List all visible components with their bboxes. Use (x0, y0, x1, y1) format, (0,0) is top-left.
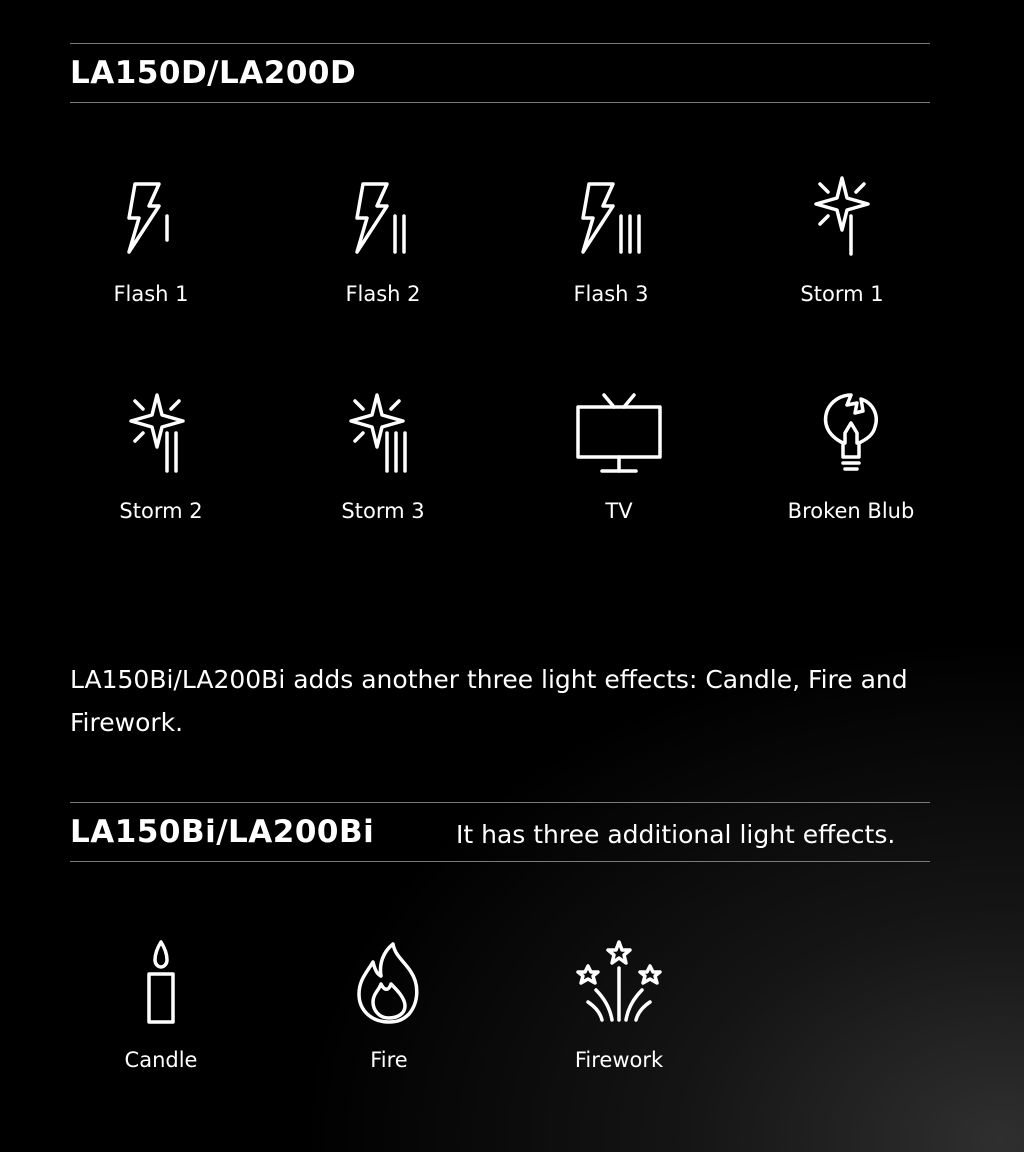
effect-flash-2 (288, 176, 478, 306)
section2-top-rule (70, 802, 930, 803)
effect-fire (294, 940, 484, 1072)
effect-label: Storm 3 (341, 499, 425, 523)
effect-flash-3 (516, 176, 706, 306)
storm-3-icon (343, 393, 423, 477)
flash-3-icon (571, 176, 651, 260)
effect-storm-3 (288, 393, 478, 523)
effect-label: Flash 2 (345, 282, 421, 306)
effect-label: TV (605, 499, 633, 523)
broken-bulb-icon (811, 393, 891, 477)
tv-icon (574, 393, 664, 477)
effect-storm-1 (747, 176, 937, 306)
effect-label: Flash 1 (113, 282, 189, 306)
section2-heading: LA150Bi/LA200Bi (70, 814, 375, 850)
effect-flash-1 (56, 176, 246, 306)
firework-icon (574, 940, 664, 1026)
flash-1-icon (111, 176, 191, 260)
effect-candle (66, 940, 256, 1072)
storm-1-icon (802, 176, 882, 260)
effect-label: Flash 3 (573, 282, 649, 306)
effect-tv (524, 393, 714, 523)
effect-label: Candle (124, 1048, 198, 1072)
effect-firework (524, 940, 714, 1072)
section2-subheading: It has three additional light effects. (456, 820, 896, 849)
note-text: LA150Bi/LA200Bi adds another three light effects: Candle, Fire and Firework. (70, 665, 908, 737)
section1-bottom-rule (70, 102, 930, 103)
effect-label: Fire (370, 1048, 408, 1072)
fire-icon (349, 940, 429, 1026)
section1-heading: LA150D/LA200D (70, 55, 357, 91)
candle-icon (121, 940, 201, 1026)
effect-label: Firework (574, 1048, 664, 1072)
effect-label: Storm 1 (800, 282, 884, 306)
flash-2-icon (343, 176, 423, 260)
effect-label: Broken Blub (787, 499, 915, 523)
effect-storm-2 (66, 393, 256, 523)
storm-2-icon (121, 393, 201, 477)
effect-label: Storm 2 (119, 499, 203, 523)
effect-broken-bulb (756, 393, 946, 523)
section2-bottom-rule (70, 861, 930, 862)
section1-top-rule (70, 43, 930, 44)
